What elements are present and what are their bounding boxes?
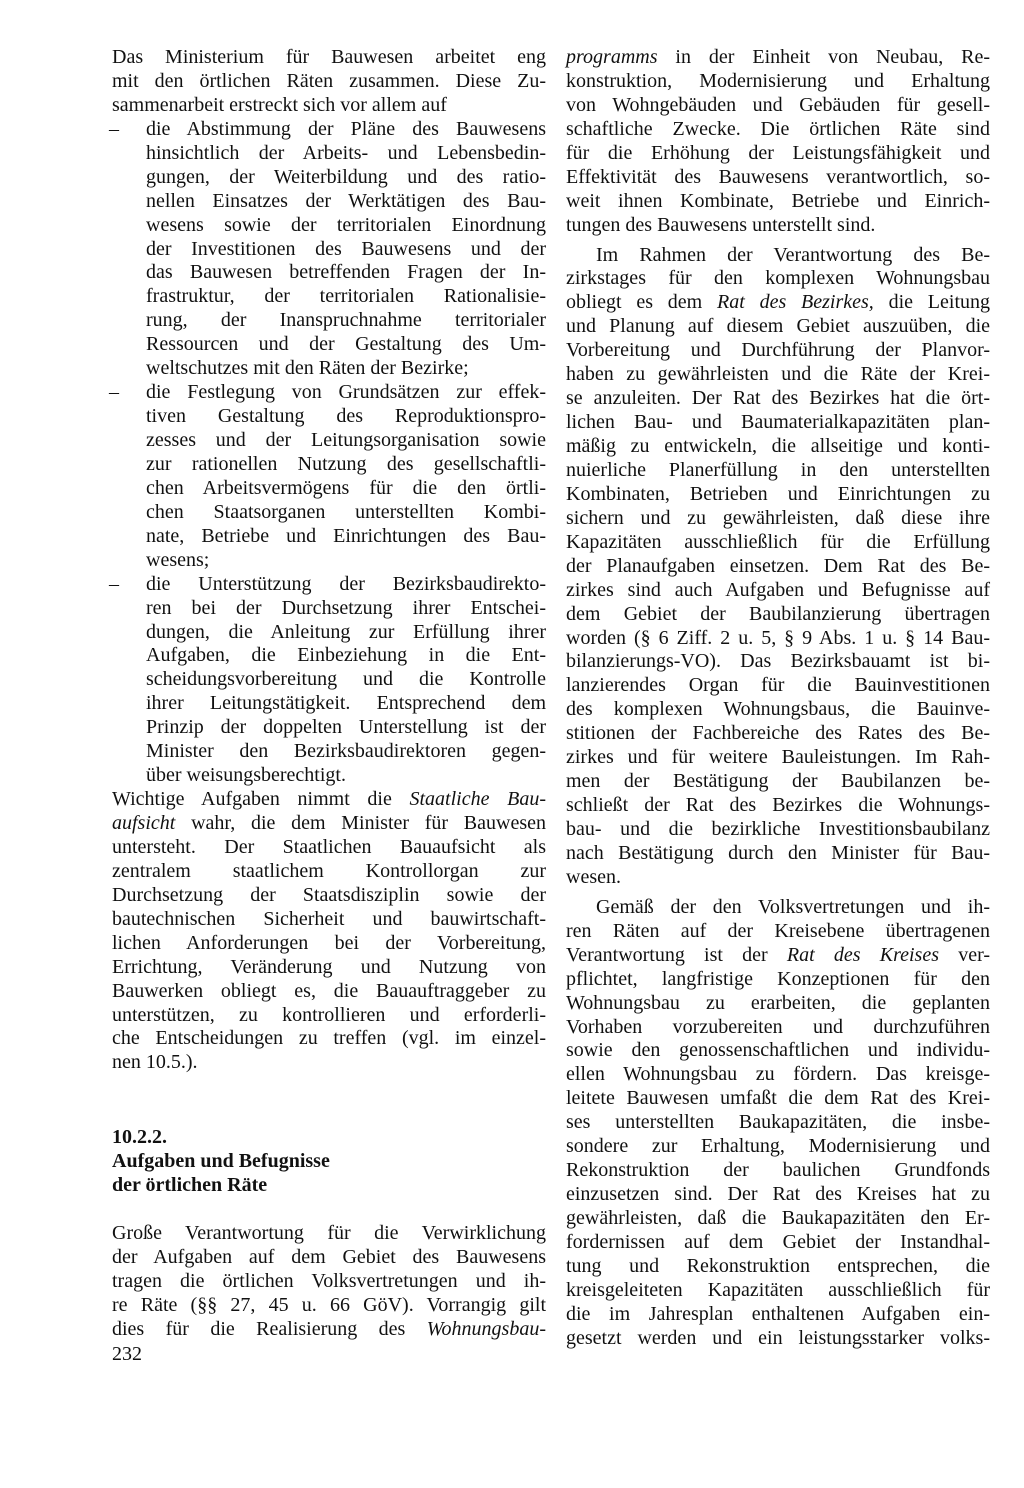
section-title-line: der örtlichen Räte — [112, 1174, 268, 1197]
text-line: – die Abstimmung der Pläne des Bauwesens — [109, 117, 546, 140]
text-line: chen Arbeitsvermögens für die den örtli- — [146, 476, 546, 499]
text-line: gungen, der Weiterbildung und des ratio- — [146, 165, 546, 188]
text-line: nate, Betriebe und Einrichtungen des Bau- — [146, 524, 546, 547]
text-line: und Planung auf diesem Gebiet auszuüben, die — [566, 315, 990, 338]
text-line: weltschutzes mit den Räten der Bezirke; — [146, 357, 469, 380]
text-line: Kapazitäten ausschließlich für die Erfüllung — [566, 530, 990, 553]
text-line: bautechnischen Sicherheit und bauwirtschaft- — [112, 907, 546, 930]
text-line: schaftliche Zwecke. Die örtlichen Räte sind — [566, 117, 990, 140]
text-line: zirkstages für den komplexen Wohnungsbau — [566, 267, 990, 290]
text-line: leitete Bauwesen umfaßt die dem Rat des Krei- — [566, 1087, 990, 1110]
text-line: ihrer Leitungstätigkeit. Entsprechend dem — [146, 692, 546, 715]
text-line: obliegt es dem Rat des Bezirkes, die Leitung — [566, 291, 991, 314]
text-line: Aufgaben, die Einbeziehung in die Ent- — [146, 644, 546, 667]
section-number: 10.2.2. — [112, 1126, 167, 1149]
text-line: Effektivität des Bauwesens verantwortlich, so- — [566, 165, 990, 188]
text-line: tragen die örtlichen Volksvertretungen und ih- — [112, 1270, 546, 1293]
text-line: von Wohngebäuden und Gebäuden für gesell- — [566, 93, 990, 116]
text-line: ren bei der Durchsetzung ihrer Entschei- — [146, 596, 546, 619]
text-line: Wichtige Aufgaben nimmt die Staatliche Bau- — [112, 788, 547, 811]
text-line: mit den örtlichen Räten zusammen. Diese Zu- — [112, 69, 546, 92]
text-line: nach Bestätigung durch den Minister für Bau- — [566, 841, 990, 864]
left-column — [109, 46, 547, 1342]
text-line: zirkes und für weitere Bauleistungen. Im Rah- — [566, 746, 990, 769]
text-line: sowie den genossenschaftlichen und individu- — [566, 1039, 990, 1062]
text-line: lichen Anforderungen bei der Vorbereitung, — [112, 931, 546, 954]
bullet-dash: – — [109, 117, 119, 140]
text-line: ellen Wohnungsbau zu fördern. Das kreisge- — [566, 1063, 990, 1086]
text-line: rung, der Inanspruchnahme territorialer — [146, 309, 546, 332]
text-line: scheidungsvorbereitung und die Kontrolle — [146, 668, 546, 691]
text-line: lanzierendes Organ für die Bauinvestitionen — [566, 674, 990, 697]
text-line: hinsichtlich der Arbeits- und Lebensbedin- — [146, 141, 546, 164]
text-line: dungen, die Anleitung zur Erfüllung ihrer — [146, 620, 546, 643]
bullet-list — [109, 117, 546, 788]
text-line: men der Bestätigung der Baubilanzen be- — [566, 770, 990, 793]
text-line: – die Festlegung von Grundsätzen zur effek- — [109, 381, 546, 404]
text-line: bau- und die bezirkliche Investitionsbaubilanz — [566, 818, 990, 840]
list-item — [109, 381, 546, 573]
text-line: nuierliche Planerfüllung in den unterstellten — [566, 458, 990, 481]
text-line: Gemäß der den Volksvertretungen und ih- — [596, 895, 990, 918]
text-line: weit ihnen Kombinate, Betriebe und Einrich- — [566, 189, 990, 212]
text-line: untersteht. Der Staatlichen Bauaufsicht als — [112, 835, 546, 858]
bezirk-paragraph — [566, 244, 990, 890]
text-line: Prinzip der doppelten Unterstellung ist der — [146, 716, 546, 739]
text-line: Vorhaben vorzubereiten und durchzuführen — [566, 1015, 990, 1038]
section-title-line: Aufgaben und Befugnisse — [112, 1150, 330, 1173]
kreis-paragraph — [566, 896, 990, 1351]
continued-paragraph — [566, 46, 990, 238]
bullet-dash: – — [109, 572, 119, 595]
text-line: kreisgeleiteten Kapazitäten ausschließlich für — [566, 1278, 990, 1301]
text-line: über weisungsberechtigt. — [146, 764, 346, 787]
text-line: gesetzt werden und ein leistungsstarker volks- — [566, 1326, 990, 1349]
text-line: einzusetzen sind. Der Rat des Kreises hat zu — [566, 1183, 990, 1206]
text-line: haben zu gewährleisten und die Räte der Krei- — [566, 363, 990, 386]
text-line: lichen Bau- und Baumaterialkapazitäten plan- — [566, 411, 990, 434]
text-line: Durchsetzung der Staatsdisziplin sowie der — [112, 883, 546, 906]
text-line: Das Ministerium für Bauwesen arbeitet eng — [112, 46, 546, 68]
list-item — [109, 572, 546, 788]
text-line: programms in der Einheit von Neubau, Re- — [566, 46, 990, 68]
text-line: konstruktion, Modernisierung und Erhaltung — [566, 69, 990, 92]
text-line: frastruktur, der territorialen Rationalisie- — [146, 285, 546, 308]
text-line: se anzuleiten. Der Rat des Bezirkes hat die ört- — [566, 387, 990, 410]
text-line: stitionen der Fachbereiche des Rates des Be- — [566, 722, 990, 745]
bauaufsicht-paragraph — [112, 788, 546, 1075]
bullet-dash: – — [109, 381, 119, 404]
text-line: unterstützen, zu kontrollieren und erforderli- — [112, 1003, 546, 1026]
text-line: worden (§ 6 Ziff. 2 u. 5, § 9 Abs. 1 u. § 14 Bau- — [566, 626, 990, 649]
section-heading — [112, 1125, 546, 1197]
text-line: nellen Einsatzes der Werktätigen des Bau- — [146, 189, 546, 212]
text-line: nen 10.5.). — [112, 1051, 198, 1074]
text-line: der Aufgaben auf dem Gebiet des Bauwesens — [112, 1246, 546, 1269]
text-line: gewährleisten, daß die Baukapazitäten den Er- — [566, 1207, 990, 1229]
text-line: Wohnungsbau zu erarbeiten, die geplanten — [566, 991, 990, 1014]
list-item — [109, 117, 546, 381]
text-line: tungen des Bauwesens unterstellt sind. — [566, 213, 876, 236]
text-line: zur rationellen Nutzung des gesellschaftli- — [146, 452, 546, 475]
verantwortung-paragraph — [112, 1222, 546, 1342]
text-line: mäßig zu entwickeln, die allseitige und konti- — [566, 435, 990, 457]
text-line: der Investitionen des Bauwesens und der — [146, 237, 546, 260]
text-line: Errichtung, Veränderung und Nutzung von — [112, 955, 546, 978]
right-column — [566, 46, 990, 1351]
intro-paragraph — [112, 46, 546, 118]
text-line: aufsicht wahr, die dem Minister für Bauwesen — [112, 812, 546, 834]
text-line: sichern und zu gewährleisten, daß diese ihre — [566, 506, 990, 529]
text-line: zesses und der Leitungsorganisation sowie — [146, 429, 546, 451]
text-line: re Räte (§§ 27, 45 u. 66 GöV). Vorrangig gilt — [112, 1294, 546, 1317]
text-line: sondere zur Erhaltung, Modernisierung und — [566, 1135, 990, 1158]
text-line: Bauwerken obliegt es, die Bauauftraggeber zu — [112, 979, 546, 1002]
text-line: wesens sowie der territorialen Einordnung — [146, 213, 546, 236]
text-line: che Entscheidungen zu treffen (vgl. im einzel- — [112, 1027, 546, 1050]
text-line: wesen. — [566, 865, 621, 888]
text-line: Vorbereitung und Durchführung der Planvor- — [566, 339, 990, 362]
text-line: das Bauwesen betreffenden Fragen der In- — [146, 261, 546, 284]
text-line: Kombinaten, Betrieben und Einrichtungen zu — [566, 482, 990, 505]
text-line: zentralem staatlichem Kontrollorgan zur — [112, 859, 546, 882]
text-line: sammenarbeit erstreckt sich vor allem auf — [112, 93, 447, 116]
text-line: tung und Rekonstruktion entsprechen, die — [566, 1254, 990, 1277]
text-line: zirkes sind auch Aufgaben und Befugnisse auf — [566, 578, 990, 601]
text-line: für die Erhöhung der Leistungsfähigkeit und — [566, 141, 990, 164]
text-line: dies für die Realisierung des Wohnungsbau- — [112, 1318, 546, 1341]
text-line: ren Räten auf der Kreisebene übertragenen — [566, 919, 990, 942]
text-line: Ressourcen und der Gestaltung des Um- — [146, 333, 546, 356]
text-line: Minister den Bezirksbaudirektoren gegen- — [146, 740, 546, 763]
text-line: ses unterstellten Baukapazitäten, die insbe- — [566, 1111, 990, 1134]
text-line: Verantwortung ist der Rat des Kreises ver- — [566, 943, 990, 966]
text-line: pflichtet, langfristige Konzeptionen für den — [566, 967, 990, 990]
text-line: schließt der Rat des Bezirkes die Wohnungs- — [566, 794, 990, 817]
text-line: Rekonstruktion der baulichen Grundfonds — [566, 1159, 990, 1182]
section-gap — [112, 1075, 546, 1125]
text-line: dem Gebiet der Baubilanzierung übertragen — [566, 602, 990, 625]
text-line: bilanzierungs-VO). Das Bezirksbauamt ist bi- — [566, 650, 990, 673]
text-line: chen Staatsorganen unterstellten Kombi- — [146, 500, 546, 523]
text-line: wesens; — [146, 548, 210, 571]
text-line: der Planaufgaben einsetzen. Dem Rat des Be- — [566, 554, 990, 577]
text-line: Im Rahmen der Verantwortung des Be- — [596, 243, 990, 266]
text-line: Große Verantwortung für die Verwirklichung — [112, 1222, 546, 1245]
heading-gap — [112, 1197, 546, 1222]
text-line: die im Jahresplan enthaltenen Aufgaben ein- — [566, 1302, 990, 1325]
text-line: des komplexen Wohnungsbaus, die Bauinve- — [566, 698, 990, 721]
text-line: tiven Gestaltung des Reproduktionspro- — [146, 405, 546, 428]
text-line: fordernissen auf dem Gebiet der Instandhal- — [566, 1230, 990, 1253]
text-line: – die Unterstützung der Bezirksbaudirekto- — [109, 572, 546, 595]
page-number: 232 — [112, 1343, 142, 1365]
